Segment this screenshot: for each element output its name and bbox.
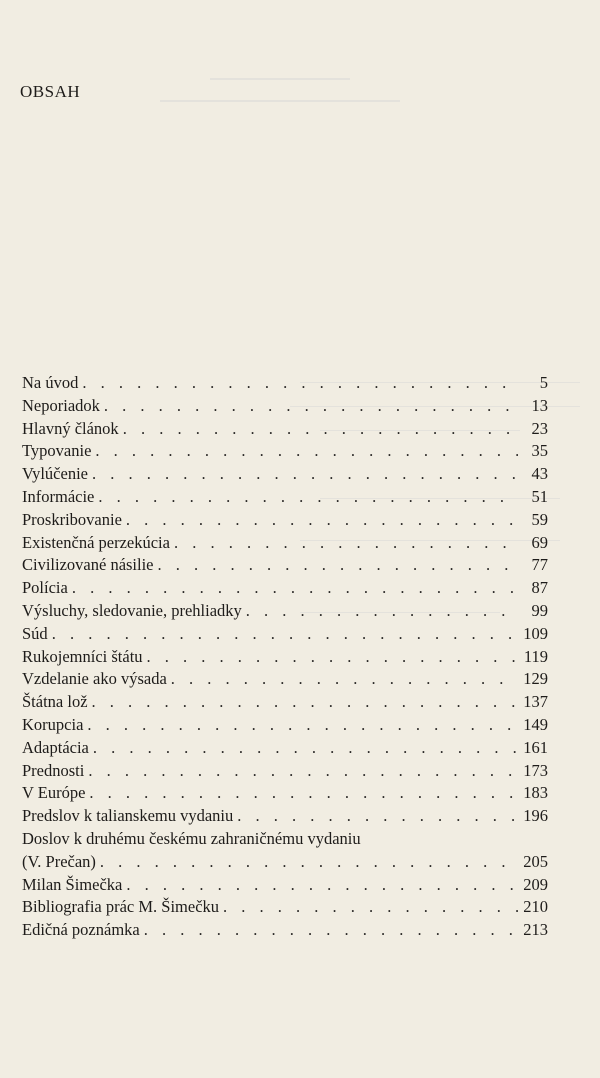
toc-entry-page: 137 [523,692,548,712]
toc-entry-title-line1: Doslov k druhému českému zahraničnému vydaniu [22,828,361,848]
toc-entry [22,440,548,463]
dot-leader [126,874,518,897]
toc-entry-page: 129 [523,669,548,689]
toc-entry [22,714,548,737]
toc-entry [22,782,548,805]
toc-entry-page: 99 [531,600,548,620]
toc-entry-page: 119 [523,646,548,666]
dot-leader [92,463,518,486]
toc-entry-title: Hlavný článok [22,418,119,438]
toc-entry-page: 205 [523,851,548,871]
toc-entry-page: 196 [523,806,548,826]
toc-entry [22,395,548,418]
toc-entry [22,623,548,646]
toc-entry [22,737,548,760]
dot-leader [123,418,518,441]
dot-leader [82,372,518,395]
toc-entry-title: Rukojemníci štátu [22,646,143,666]
toc-entry [22,577,548,600]
toc-entry [22,372,548,395]
toc-entry-title: Predslov k talianskemu vydaniu [22,806,234,826]
toc-entry-title: Typovanie [22,441,92,461]
toc-entry-page: 77 [531,555,548,575]
toc-entry-title: Súd [22,623,48,643]
toc-entry-title: Korupcia [22,714,84,734]
toc-entry-page: 13 [531,395,548,415]
toc-entry-title: Výsluchy, sledovanie, prehliadky [22,600,242,620]
toc-entry [22,828,548,851]
toc-entry-page: 43 [531,464,548,484]
dot-leader [223,896,518,919]
dot-leader [144,919,518,942]
toc-entry-page: 213 [523,920,548,940]
dot-leader [72,577,518,600]
toc-entry-title: Vzdelanie ako výsada [22,669,167,689]
dot-leader [104,395,518,418]
toc-entry [22,600,548,623]
dot-leader [100,851,518,874]
dot-leader [52,623,518,646]
toc-entry-title: (V. Prečan) [22,851,96,871]
toc-entry-title: Neporiadok [22,395,100,415]
toc-entry [22,874,548,897]
toc-entry-title: Adaptácia [22,737,89,757]
toc-entry-page: 5 [539,373,548,392]
toc-entry [22,919,548,942]
toc-entry [22,486,548,509]
toc-entry-page: 209 [523,874,548,894]
dot-leader [98,486,518,509]
toc-entry-page: 51 [531,486,548,506]
dot-leader [147,646,518,669]
toc-entry [22,532,548,555]
dot-leader [174,532,518,555]
toc-entry-page: 87 [531,578,548,598]
toc-entry-title: Na úvod [22,373,79,392]
dot-leader [246,600,518,623]
toc-entry-page: 23 [531,418,548,438]
toc-entry-page: 109 [523,623,548,643]
toc-entry [22,646,548,669]
dot-leader [92,691,518,714]
toc-entry [22,691,548,714]
toc-entry-title: Vylúčenie [22,464,88,484]
table-of-contents [22,372,548,942]
toc-entry [22,805,548,828]
dot-leader [237,805,518,828]
toc-entry-title: Milan Šimečka [22,874,123,894]
toc-entry [22,760,548,783]
toc-entry-title: Proskribovanie [22,509,122,529]
toc-entry-page: 173 [523,760,548,780]
toc-entry-continued [22,851,548,874]
toc-entry [22,554,548,577]
toc-entry-title: Edičná poznámka [22,920,140,940]
dot-leader [93,737,518,760]
toc-entry [22,463,548,486]
page-title: OBSAH [20,82,81,101]
toc-entry-page: 210 [523,897,548,917]
toc-entry-title: V Európe [22,783,86,803]
toc-entry-title: Bibliografia prác M. Šimečku [22,897,220,917]
toc-entry-title: Civilizované násilie [22,555,154,575]
dot-leader [89,782,518,805]
dot-leader [95,440,518,463]
toc-entry-page: 59 [531,509,548,529]
toc-entry-page: 183 [523,783,548,803]
dot-leader [87,714,518,737]
dot-leader [126,509,518,532]
toc-entry-title: Informácie [22,486,95,506]
toc-entry-title: Existenčná perzekúcia [22,532,170,552]
toc-entry [22,418,548,441]
dot-leader [171,668,518,691]
toc-entry-page: 149 [523,714,548,734]
toc-entry-title: Prednosti [22,760,85,780]
dot-leader [88,760,518,783]
toc-entry-page: 35 [531,441,548,461]
toc-entry [22,896,548,919]
dot-leader [158,554,518,577]
toc-entry-page: 161 [523,737,548,757]
toc-entry [22,668,548,691]
toc-entry-page: 69 [531,532,548,552]
toc-entry-title: Štátna lož [22,692,88,712]
toc-entry-title: Polícia [22,578,68,598]
toc-entry [22,509,548,532]
